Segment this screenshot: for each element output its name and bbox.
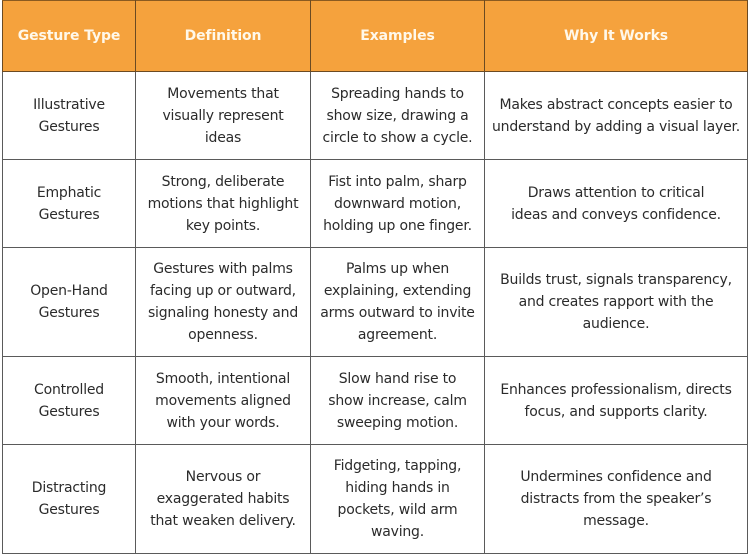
cell-why-it-works bbox=[485, 160, 748, 248]
examples-text: Spreading hands to show size, drawing a circle to show a cycle. bbox=[322, 85, 473, 146]
definition-text: Nervous or exaggerated habits that weaken delivery. bbox=[150, 469, 296, 529]
gesture-types-table bbox=[2, 0, 748, 554]
why-text: Enhances professionalism, directs focus, and supports clarity. bbox=[500, 381, 732, 420]
cell-gesture-type bbox=[3, 160, 136, 248]
definition-text: Strong, deliberate motions that highlight key points. bbox=[147, 173, 299, 234]
table-row bbox=[3, 160, 748, 248]
gesture-type-text: Open-Hand Gestures bbox=[30, 283, 108, 321]
column-header-examples: Examples bbox=[311, 1, 485, 72]
gesture-table-container bbox=[2, 0, 747, 549]
definition-text: Smooth, intentional movements aligned with your words. bbox=[155, 370, 291, 431]
gesture-type-text: Distracting Gestures bbox=[31, 480, 107, 518]
cell-gesture-type bbox=[3, 357, 136, 445]
table-row bbox=[3, 445, 748, 554]
table-row bbox=[3, 248, 748, 357]
column-header-definition: Definition bbox=[136, 1, 311, 72]
cell-definition bbox=[136, 72, 311, 160]
table-body bbox=[3, 72, 748, 554]
cell-why-it-works bbox=[485, 72, 748, 160]
cell-definition bbox=[136, 160, 311, 248]
cell-examples bbox=[311, 248, 485, 357]
examples-text: Slow hand rise to show increase, calm sweeping motion. bbox=[328, 370, 467, 431]
cell-gesture-type bbox=[3, 248, 136, 357]
why-text: Draws attention to critical ideas and conveys confidence. bbox=[511, 184, 721, 223]
column-header-gesture-type: Gesture Type bbox=[3, 1, 136, 72]
table-row bbox=[3, 72, 748, 160]
why-text: Makes abstract concepts easier to understand by adding a visual layer. bbox=[491, 96, 741, 135]
gesture-type-text: Emphatic Gestures bbox=[36, 184, 102, 223]
examples-text: Fist into palm, sharp downward motion, holding up one finger. bbox=[323, 173, 472, 234]
definition-text: Movements that visually represent ideas bbox=[162, 85, 284, 146]
cell-definition bbox=[136, 445, 311, 554]
why-text: Undermines confidence and distracts from the speaker’s message. bbox=[520, 469, 712, 529]
cell-examples bbox=[311, 357, 485, 445]
gesture-type-text: Controlled Gestures bbox=[34, 381, 104, 420]
definition-text: Gestures with palms facing up or outward, signaling honesty and openness. bbox=[147, 261, 299, 343]
cell-why-it-works bbox=[485, 248, 748, 357]
examples-text: Fidgeting, tapping, hiding hands in pockets, wild arm waving. bbox=[333, 458, 462, 540]
cell-why-it-works bbox=[485, 357, 748, 445]
table-row bbox=[3, 357, 748, 445]
gesture-type-text: Illustrative Gestures bbox=[33, 96, 105, 135]
why-text: Builds trust, signals transparency, and creates rapport with the audience. bbox=[500, 272, 732, 332]
examples-text: Palms up when explaining, extending arms outward to invite agreement. bbox=[320, 261, 475, 343]
cell-definition bbox=[136, 248, 311, 357]
table-header bbox=[3, 1, 748, 72]
cell-definition bbox=[136, 357, 311, 445]
cell-examples bbox=[311, 72, 485, 160]
cell-examples bbox=[311, 160, 485, 248]
cell-gesture-type bbox=[3, 445, 136, 554]
column-header-why-it-works: Why It Works bbox=[485, 1, 748, 72]
header-row bbox=[3, 1, 748, 72]
cell-gesture-type bbox=[3, 72, 136, 160]
cell-examples bbox=[311, 445, 485, 554]
cell-why-it-works bbox=[485, 445, 748, 554]
